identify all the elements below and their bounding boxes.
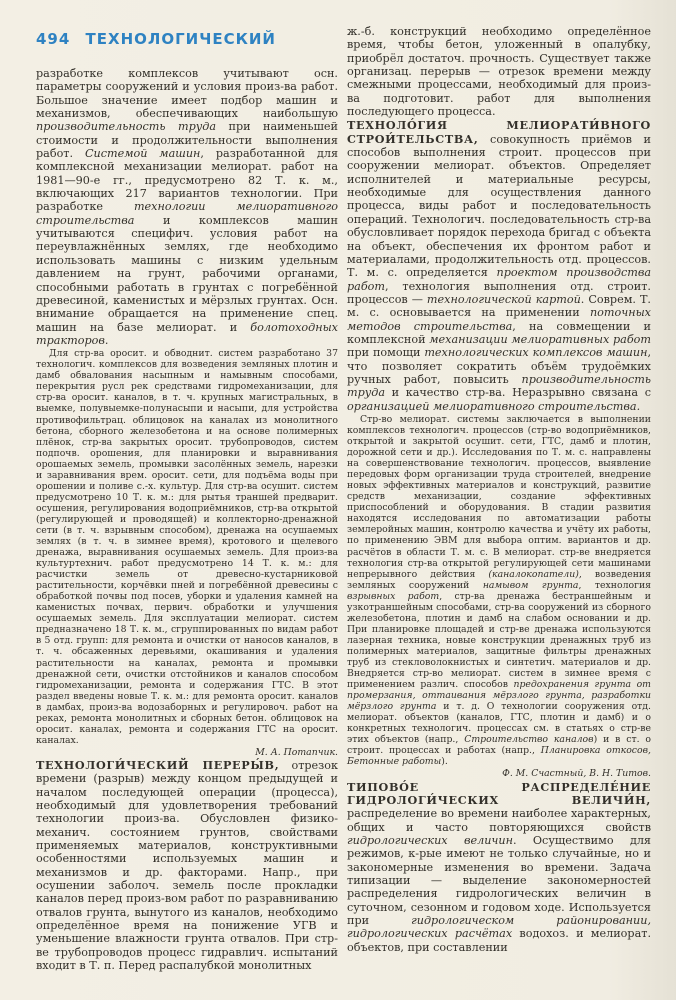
author-signature: Ф. М. Счастный, В. Н. Титов.	[502, 768, 651, 780]
paragraph: ТЕХНОЛОГИ́ЧЕСКИЙ ПЕРЕРЫ́В, отрезок времени (разрыв) между концом предыдущей и началом последующей операции (процесса), необходимый для удовлетворения требований технологии произ-ва. Обусловлен физико-механич. состоянием грунтов, свойствами применяемых материалов, конструктивными особенностями используемых машин и механизмов и др. факторами. Напр., при осушении заболоч. земель после прокладки каналов перед произ-вом работ по разравниванию отвалов грунта, вынутого из каналов, необходимо определённое время на понижение УГВ и уменьшение влажности грунта отвалов. При стр-ве трубопроводов процесс гидравлич. испытаний входит в Т. п. Перед распалубкой монолитных	[36, 757, 338, 973]
paragraph: разработке комплексов учитывают осн. параметры сооружений и условия произ-ва работ. Большое значение имеет подбор машин и механизмов, обеспечивающих наибольшую производительность труда при наименьшей стоимости и продолжительности выполнения работ. Системой машин, разработанной для комплексной механизации мелиорат. работ на 1981—90-е гг., предусмотрено 82 Т. к. м., включающих 217 вариантов технологии. При разработке технологии мелиоративного строительства и комплексов машин учитываются специфич. условия работ на переувлажнённых землях, где необходимо использовать машины с низким удельным давлением на грунт, рабочими органами, способными работать в грунтах с погребённой древесиной, каменистых и мёрзлых грунтах. Осн. внимание обращается на применение спец. машин на базе мелиорат. и болотоходных тракторов.	[36, 67, 338, 347]
entry-title: ТЕХНОЛО́ГИЯ МЕЛИОРАТИ́ВНОГО СТРОИ́ТЕЛЬСТВА,	[347, 118, 651, 146]
paragraph: Стр-во мелиорат. системы заключается в выполнении комплексов технологич. процессов (стр-во водоприёмников, открытой и закрытой осушит. сети, ГТС, дамб и плотин, дорожной сети и др.). Исследования по Т. м. с. направлены на совершенствование технологич. процессов, выявление передовых форм организации труда строителей, внедрение новых эффективных материалов и конструкций, развитие средств механизации, создание эффективных приспособлений и оборудования. В стадии развития находятся исследования по автоматизации работы землеройных машин, контролю качества и учёту их работы, по применению ЭВМ для выбора оптим. вариантов и др. расчётов в области Т. м. с. В мелиорат. стр-ве внедряется технология стр-ва открытой регулирующей сети машинами непрерывного действия (каналокопатели), возведения земляных сооружений намывом грунта, технология взрывных работ, стр-ва дренажа бестраншейным и узкотраншейным способами, стр-ва сооружений из сборного железобетона, плотин и дамб на слабом основании и др. При планировке площадей и стр-ве дренажа используются лазерная техника, новые конструкции дренажных труб из полимерных материалов, защитные фильтры дренажных труб из стекловолокнистых и синтетич. материалов и др. Внедряется стр-во мелиорат. систем в зимнее время с применением различ. способов предохранения грунта от промерзания, оттаивания мёрзлого грунта, разработки мёрзлого грунта и т. д. О технологии сооружения отд. мелиорат. объектов (каналов, ГТС, плотин и дамб) и о конкретных технологич. процессах см. в статьях о стр-ве этих объектов (напр., Строительство каналов) и в ст. о строит. процессах и работах (напр., Планировка откосов, Бетонные работы).	[347, 413, 652, 768]
paragraph: ТЕХНОЛО́ГИЯ МЕЛИОРАТИ́ВНОГО СТРОИ́ТЕЛЬСТВА, совокупность приёмов и способов выполнения строит. процессов при сооружении мелиорат. объектов. Определяет исполнителей и материальные ресурсы, необходимые для осуществления данного процесса, виды работ и последовательность операций. Технологич. последовательность стр-ва обусловливает порядок перехода бригад с объекта на объект, обеспечения их фронтом работ и материалами, продолжительность отд. процессов. Т. м. с. определяется проектом производства работ, технология выполнения отд. строит. процессов — технологической картой. Соврем. Т. м. с. основывается на применении поточных методов строительства, на совмещении и комплексной механизации мелиоративных работ при помощи технологических комплексов машин, что позволяет сократить объём трудоёмких ручных работ, повысить производительность труда и качество стр-ва. Неразрывно связана с организацией мелиоративного строительства.	[347, 118, 651, 413]
paragraph: ТИПОВО́Е РАСПРЕДЕЛЕ́НИЕ ГИДРОЛОГИ́ЧЕСКИХ ВЕЛИЧИ́Н, распределение во времени наиболее характерных, общих и часто повторяющихся свойств гидрологических величин. Осуществимо для режимов, к-рые имеют не только случайные, но и закономерные изменения во времени. Задача типизации — выделение закономерностей распределения гидрологических величин в суточном, сезонном и годовом ходе. Используется при гидрологическом районировании, гидрологических расчётах водохоз. и мелиорат. объектов, при составлении	[347, 779, 651, 954]
paragraph: ж.-б. конструкций необходимо определённое время, чтобы бетон, уложенный в опалубку, приобрёл достаточ. прочность. Существует также организац. перерыв — отрезок времени между смежными процессами, необходимый для произ-ва подготовит. работ для выполнения последующего процесса.	[347, 25, 651, 119]
running-title: ТЕХНОЛОГИЧЕСКИЙ	[85, 30, 276, 48]
page-header	[36, 30, 276, 48]
entry-title: ТИПОВО́Е РАСПРЕДЕЛЕ́НИЕ ГИДРОЛОГИ́ЧЕСКИХ ВЕЛИЧИ́Н,	[347, 779, 651, 807]
page-number: 494	[36, 30, 71, 48]
paragraph: Для стр-ва оросит. и обводнит. систем разработано 37 технологич. комплексов для возведения земляных плотин и дамб обвалования насыпным и намывным способами, перекрытия русл рек средствами гидромеханизации, для стр-ва оросит. каналов, в т. ч. крупных магистральных, в выемке, полувыемке-полунасыпи и насыпи, для устройства противофильтрац. облицовок на каналах из монолитного бетона, сборного железобетона и на основе полимерных плёнок, стр-ва закрытых оросит. трубопроводов, систем подпочв. орошения, для планировки и выравнивания орошаемых земель, промывки засолённых земель, нарезки и заравнивания врем. оросит. сети, для подъёма воды при орошении и поливе с.-х. культур. Для стр-ва осушит. систем предусмотрено 10 Т. к. м.: для рытья траншей предварит. осушения, регулирования водоприёмников, стр-ва открытой (регулирующей и проводящей) и коллекторно-дренажной сети (в т. ч. взрывным способом), дренажа на осушаемых землях (в т. ч. в зимнее время), кротового и щелевого дренажа, выравнивания осушаемых земель. Для произ-ва культуртехнич. работ предусмотрено 14 Т. к. м.: для расчистки земель от древесно-кустарниковой растительности, корчёвки пней и погребённой древесины с обработкой почвы под посев, уборки и удаления камней на каменистых почвах, первич. обработки и улучшения осушаемых земель. Для эксплуатации мелиорат. систем предназначено 18 Т. к. м., сгруппированных по видам работ в 5 отд. групп: для ремонта и очистки от наносов каналов, в т. ч. обсаженных деревьями, окашивания и удаления растительности на каналах, ремонта и промывки дренажной сети, очистки отстойников и каналов способом гидромеханизации, ремонта и содержания ГТС. В этот раздел введены новые Т. к. м.: для ремонта оросит. каналов в дамбах, произ-ва водозаборных и регулировоч. работ на реках, ремонта монолитных и сборных бетон. облицовок на оросит. каналах, ремонта и содержания ГТС на оросит. каналах.	[36, 348, 338, 746]
left-column	[36, 67, 338, 972]
right-column	[347, 25, 651, 954]
entry-title: ТЕХНОЛОГИ́ЧЕСКИЙ ПЕРЕРЫ́В,	[36, 757, 280, 772]
author-signature: М. А. Потапчик.	[255, 746, 338, 758]
